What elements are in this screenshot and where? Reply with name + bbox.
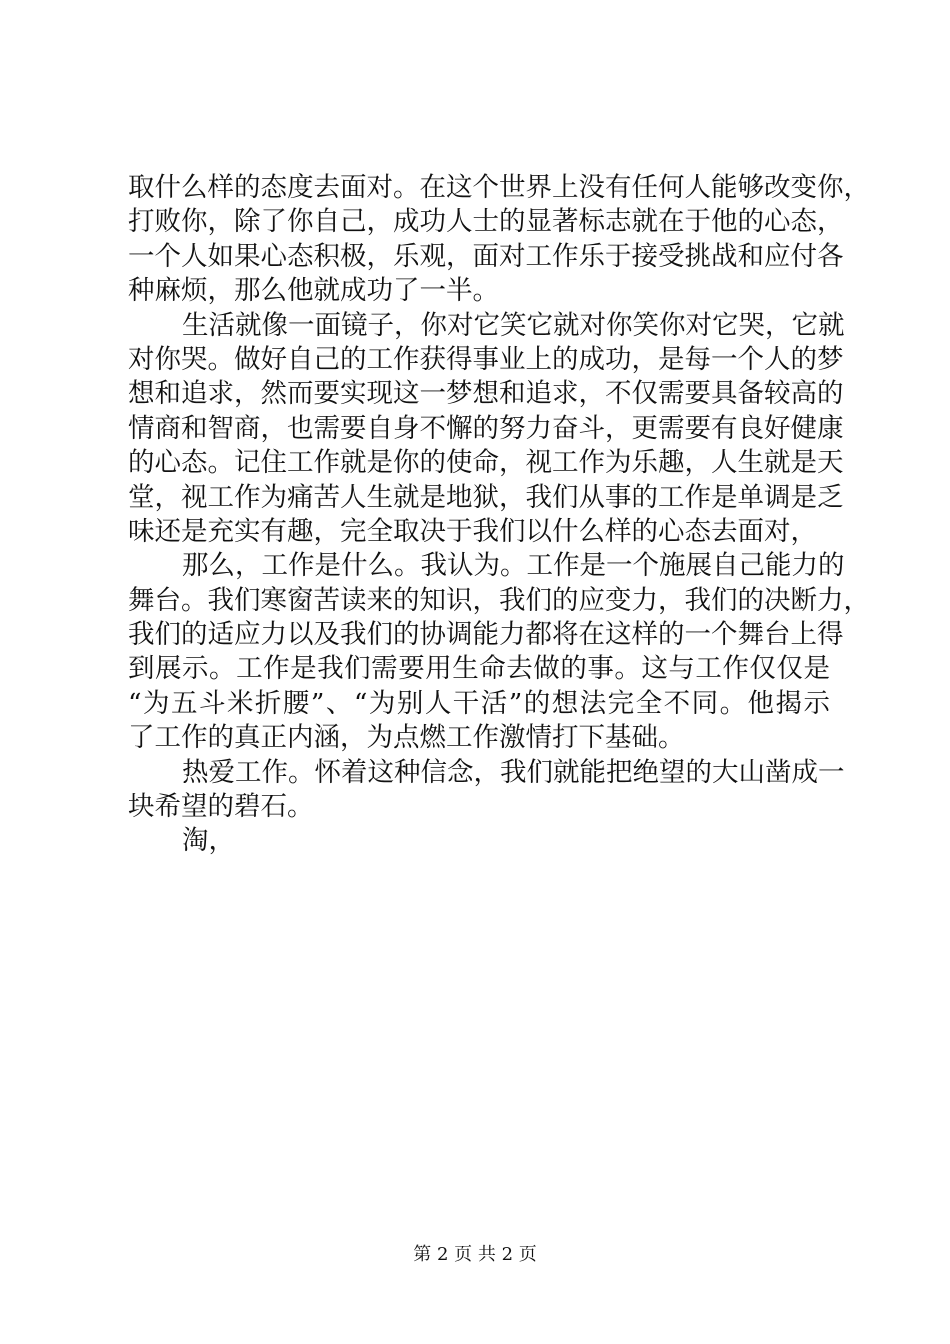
text-line: 生活就像一面镜子，你对它笑它就对你笑你对它哭，它就 (182, 309, 845, 341)
text-line: 热爱工作。怀着这种信念，我们就能把绝望的大山凿成一 (182, 756, 845, 788)
text-line: 取什么样的态度去面对。在这个世界上没有任何人能够改变你， (128, 172, 870, 203)
text-line: 淘， (182, 825, 235, 857)
text-line: 的心态。记住工作就是你的使命，视工作为乐趣，人生就是天 (128, 447, 844, 479)
text-line: 想和追求，然而要实现这一梦想和追求，不仅需要具备较高的 (128, 378, 844, 410)
text-line: 种麻烦，那么他就成功了一半。 (128, 275, 499, 307)
text-line: 堂，视工作为痛苦人生就是地狱，我们从事的工作是单调是乏 (128, 481, 844, 513)
text-line: 块希望的碧石。 (128, 791, 314, 823)
page-footer: 第 2 页 共 2 页 (413, 1244, 537, 1265)
text-line: 打败你，除了你自己，成功人士的显著标志就在于他的心态， (128, 206, 844, 238)
text-line: 对你哭。做好自己的工作获得事业上的成功，是每一个人的梦 (128, 343, 844, 375)
text-line: 味还是充实有趣，完全取决于我们以什么样的心态去面对， (128, 515, 817, 547)
document-body (128, 171, 870, 859)
text-line: 我们的适应力以及我们的协调能力都将在这样的一个舞台上得 (128, 619, 844, 651)
text-line: 到展示。工作是我们需要用生命去做的事。这与工作仅仅是 (128, 653, 830, 685)
text-line: 一个人如果心态积极，乐观，面对工作乐于接受挑战和应付各 (128, 240, 844, 272)
text-line: 情商和智商，也需要自身不懈的努力奋斗，更需要有良好健康 (128, 412, 844, 444)
text-line: “为五斗米折腰”、“为别人干活”的想法完全不同。他揭示 (128, 687, 830, 719)
text-line: 了工作的真正内涵，为点燃工作激情打下基础。 (128, 722, 685, 754)
text-line: 舞台。我们寒窗苦读来的知识，我们的应变力，我们的决断力， (128, 584, 870, 616)
text-line: 那么，工作是什么。我认为。工作是一个施展自己能力的 (182, 550, 845, 582)
